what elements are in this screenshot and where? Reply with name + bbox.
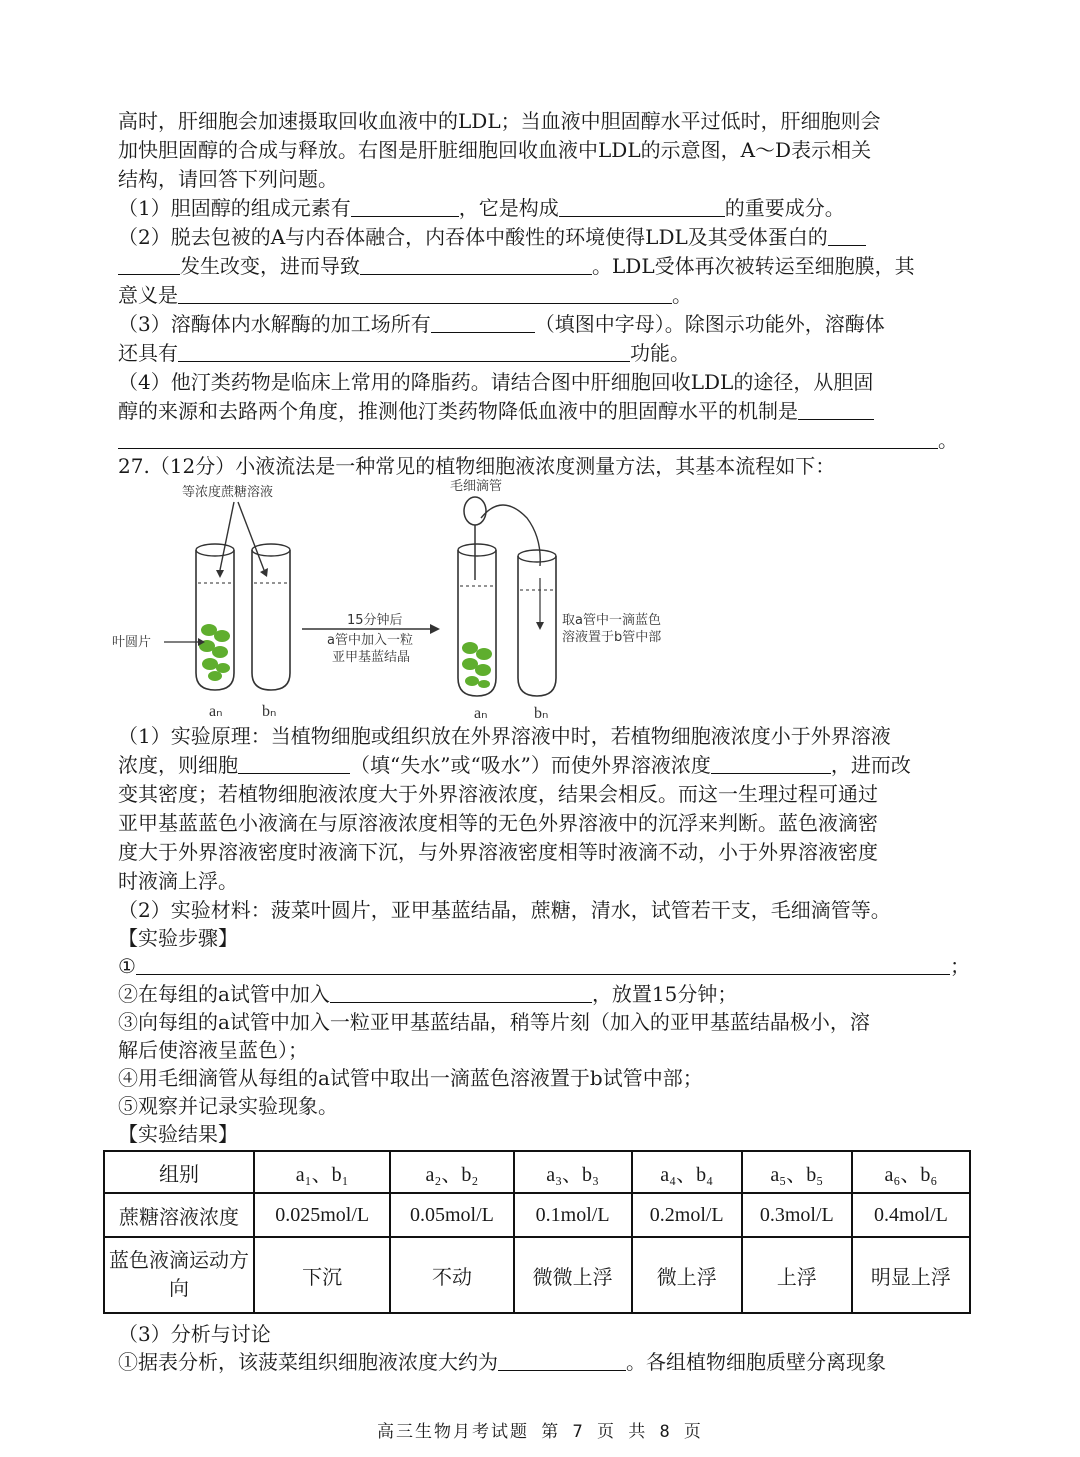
question-4: （4）他汀类药物是临床上常用的降脂药。请结合图中肝细胞回收LDL的途径，从胆固 (118, 370, 874, 394)
question-2: （2）脱去包被的A与内吞体融合，内吞体中酸性的环境使得LDL及其受体蛋白的 (118, 223, 958, 251)
tube-b-label: bₙ (262, 703, 277, 720)
table-cell: a₄、b₄ (632, 1151, 742, 1193)
step-5: ⑤观察并记录实验现象。 (118, 1094, 338, 1118)
table-cell: 0.4mol/L (852, 1193, 970, 1237)
test-tube-b (518, 550, 556, 696)
step-3-cont: 解后使溶液呈蓝色）； (118, 1038, 308, 1062)
leaf-discs (199, 624, 230, 681)
table-cell: a₁、b₁ (254, 1151, 390, 1193)
answer-blank[interactable] (118, 428, 938, 449)
label-pipette: 毛细滴管 (450, 479, 503, 494)
table-cell: a₂、b₂ (390, 1151, 513, 1193)
table-row (104, 1237, 970, 1313)
results-table (103, 1150, 971, 1314)
leaf-discs (462, 642, 492, 688)
table-cell: 0.1mol/L (514, 1193, 632, 1237)
test-tube-b (252, 544, 290, 690)
text-line: 高时，肝细胞会加速摄取回收血液中的LDL；当血液中胆固醇水平过低时，肝细胞则会 (118, 109, 881, 133)
answer-blank[interactable] (431, 312, 535, 333)
answer-blank[interactable] (238, 753, 350, 774)
question-3-cont: 还具有 功能。 (118, 341, 690, 365)
experiment-diagram (112, 478, 732, 723)
label-step3: 亚甲基蓝结晶 (332, 650, 411, 665)
answer-blank[interactable] (498, 1350, 626, 1371)
table-cell: 0.2mol/L (632, 1193, 742, 1237)
answer-blank[interactable] (351, 196, 459, 217)
table-cell: 蓝色液滴运动方向 (104, 1237, 254, 1313)
table-cell: 明显上浮 (852, 1237, 970, 1313)
table-cell: 上浮 (742, 1237, 852, 1313)
answer-blank[interactable] (798, 399, 874, 420)
table-row (104, 1151, 970, 1193)
answer-blank[interactable] (330, 982, 592, 1003)
principle-text: 时液滴上浮。 (118, 869, 238, 893)
table-cell: 0.3mol/L (742, 1193, 852, 1237)
step-1: ① ； (118, 954, 970, 978)
answer-blank[interactable] (118, 254, 180, 275)
discussion-heading: （3）分析与讨论 (118, 1322, 271, 1346)
materials-text: （2）实验材料：菠菜叶圆片，亚甲基蓝结晶，蔗糖，清水，试管若干支，毛细滴管等。 (118, 898, 891, 922)
capillary-pipette (464, 497, 540, 580)
table-cell: 0.05mol/L (390, 1193, 513, 1237)
answer-blank[interactable] (136, 954, 950, 975)
text-line: 结构，请回答下列问题。 (118, 167, 338, 191)
question-1: （1）胆固醇的组成元素有 ，它是构成 的重要成分。 (118, 196, 845, 220)
steps-heading: 【实验步骤】 (118, 926, 238, 950)
pointer-arrow (238, 502, 264, 570)
text-line: 加快胆固醇的合成与释放。右图是肝脏细胞回收血液中LDL的示意图，A～D表示相关 (118, 138, 872, 162)
table-cell: 下沉 (254, 1237, 390, 1313)
table-cell: a₆、b₆ (852, 1151, 970, 1193)
table-cell: 微上浮 (632, 1237, 742, 1313)
question-4-cont: 醇的来源和去路两个角度，推测他汀类药物降低血液中的胆固醇水平的机制是 (118, 397, 958, 425)
answer-blank[interactable] (178, 341, 630, 362)
label-step1: 15分钟后 (347, 613, 403, 628)
table-cell: 组别 (104, 1151, 254, 1193)
principle-text: 亚甲基蓝蓝色小液滴在与原溶液浓度相等的无色外界溶液中的沉浮来判断。蓝色液滴密 (118, 811, 878, 835)
label-take1: 取a管中一滴蓝色 (562, 613, 661, 628)
label-leaf: 叶圆片 (112, 635, 152, 650)
question-27-title: 27.（12分）小液流法是一种常见的植物细胞液浓度测量方法，其基本流程如下： (118, 454, 836, 478)
principle-text: 度大于外界溶液密度时液滴下沉，与外界溶液密度相等时液滴不动，小于外界溶液密度 (118, 840, 878, 864)
answer-blank[interactable] (559, 196, 725, 217)
results-heading: 【实验结果】 (118, 1122, 238, 1146)
step-4: ④用毛细滴管从每组的a试管中取出一滴蓝色溶液置于b试管中部； (118, 1066, 703, 1090)
table-cell: 不动 (390, 1237, 513, 1313)
table-cell: a₃、b₃ (514, 1151, 632, 1193)
answer-blank[interactable] (828, 225, 866, 246)
question-4-cont: 。 (118, 426, 958, 454)
step-2: ②在每组的a试管中加入 ，放置15分钟； (118, 982, 738, 1006)
tube-a-label: aₙ (209, 703, 223, 720)
discussion-1: ①据表分析，该菠菜组织细胞液浓度大约为 。各组植物细胞质壁分离现象 (118, 1350, 886, 1374)
page-footer: 高三生物月考试题 第 7 页 共 8 页 (377, 1422, 703, 1442)
question-2-cont: 发生改变，进而导致 。LDL受体再次被转运至细胞膜，其 (118, 252, 958, 280)
answer-blank[interactable] (360, 254, 592, 275)
label-take2: 溶液置于b管中部 (562, 630, 662, 645)
table-row (104, 1193, 970, 1237)
principle-text: 浓度，则细胞 （填“失水”或“吸水”）而使外界溶液浓度 ，进而改 (118, 753, 911, 777)
question-3: （3）溶酶体内水解酶的加工场所有 （填图中字母）。除图示功能外，溶酶体 (118, 312, 885, 336)
tube-a-label: aₙ (474, 705, 488, 722)
table-cell: a₅、b₅ (742, 1151, 852, 1193)
principle-text: （1）实验原理：当植物细胞或组织放在外界溶液中时，若植物细胞液浓度小于外界溶液 (118, 724, 891, 748)
question-2-cont: 意义是 。 (118, 283, 692, 307)
table-cell: 0.025mol/L (254, 1193, 390, 1237)
tube-b-label: bₙ (534, 705, 549, 722)
answer-blank[interactable] (178, 283, 672, 304)
label-solution: 等浓度蔗糖溶液 (182, 485, 274, 500)
pointer-arrow (220, 502, 234, 570)
answer-blank[interactable] (711, 753, 831, 774)
step-3: ③向每组的a试管中加入一粒亚甲基蓝结晶，稍等片刻（加入的亚甲基蓝结晶极小，溶 (118, 1010, 870, 1034)
table-cell: 蔗糖溶液浓度 (104, 1193, 254, 1237)
label-step2: a管中加入一粒 (327, 633, 413, 648)
principle-text: 变其密度；若植物细胞液浓度大于外界溶液浓度，结果会相反。而这一生理过程可通过 (118, 782, 878, 806)
table-cell: 微微上浮 (514, 1237, 632, 1313)
